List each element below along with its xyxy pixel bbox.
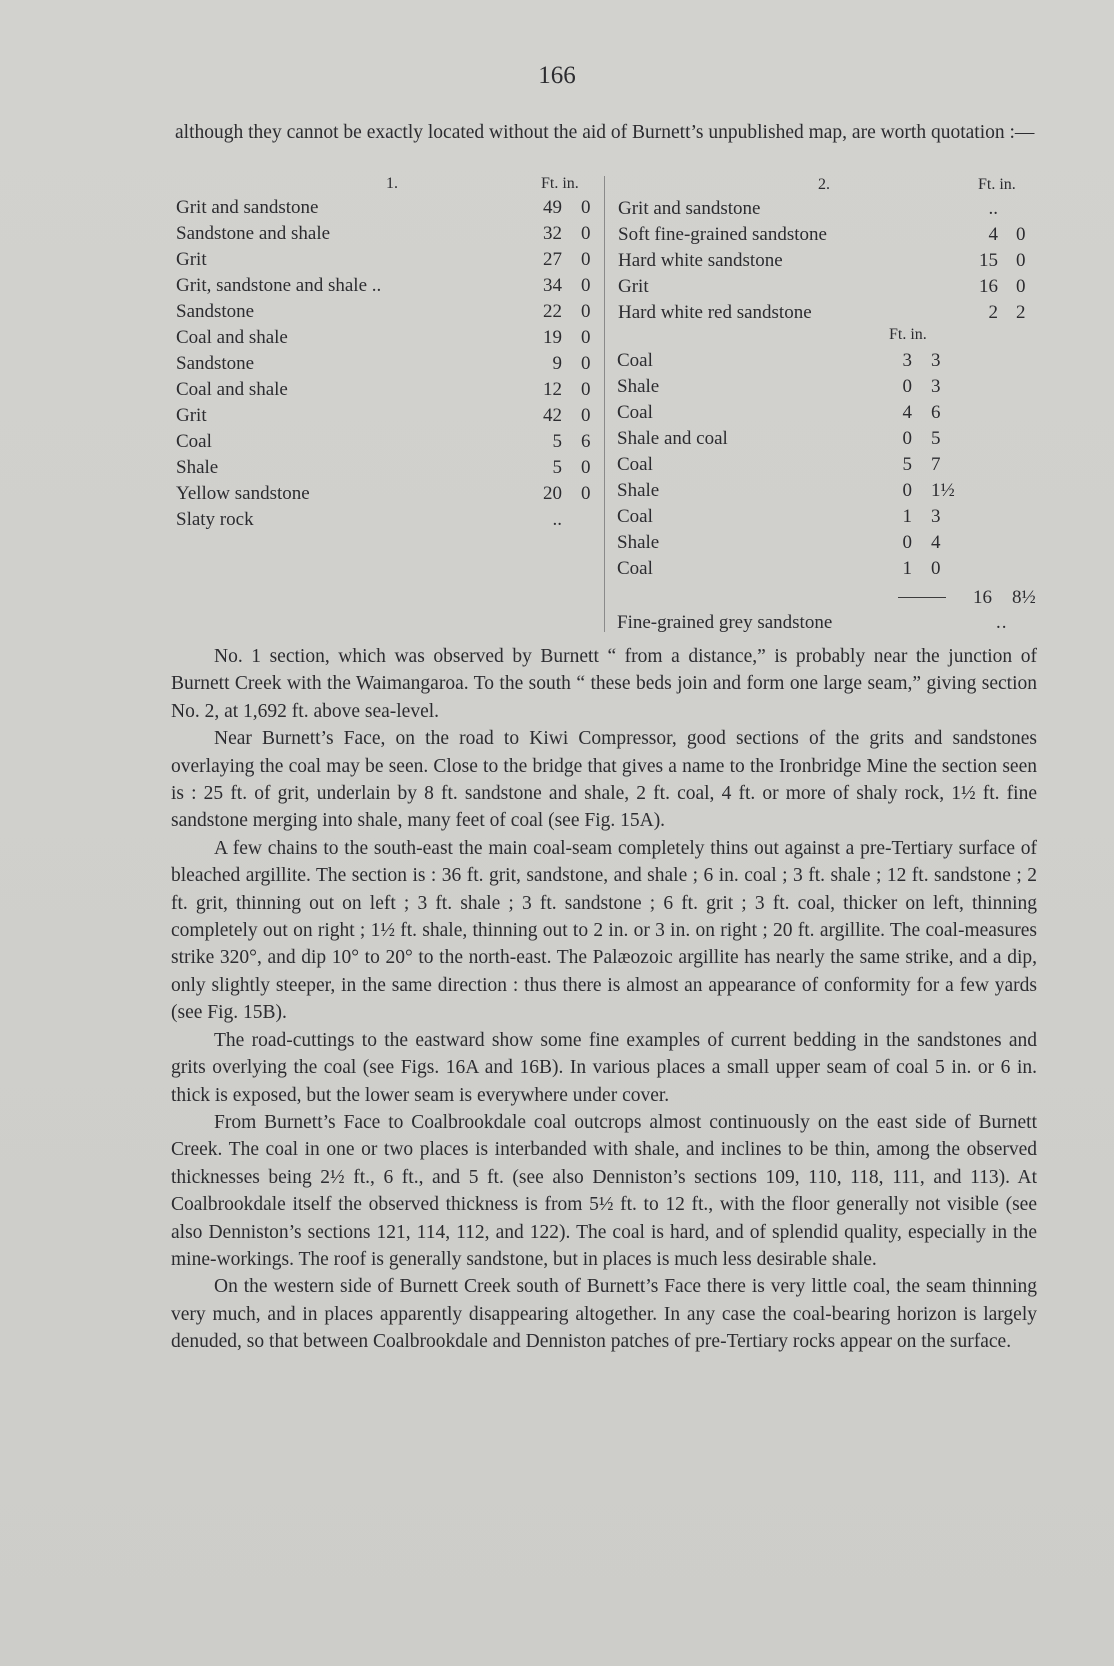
thickness-feet: 20 [543, 483, 562, 504]
stratum-name: Sandstone [176, 301, 255, 322]
paragraph: On the western side of Burnett Creek south of Burnett’s Face there is very little coal, the seam thinning very much, and in places apparently disappearing altogether. In any case the coal-bearing horizon is largely denuded, so that between Coalbrookdale and Denniston patches of pre-Tertiary rocks appear on the surface. [171, 1276, 1037, 1353]
table-row [0, 349, 1100, 373]
stratum-name: Grit [176, 249, 207, 270]
thickness-feet: .. [988, 198, 998, 219]
stratum-name: Coal and shale [176, 327, 288, 348]
thickness-feet: 42 [543, 405, 562, 426]
thickness-feet: 0 [902, 376, 912, 397]
stratum-name: Grit, sandstone and shale .. [176, 275, 382, 296]
stratum-name: Coal [617, 506, 653, 527]
section-2-bottom-ft: .. [996, 612, 1008, 633]
body-text [171, 643, 1037, 1356]
thickness-feet: 3 [902, 350, 912, 371]
thickness-feet: 27 [543, 249, 562, 270]
thickness-inches: 0 [1016, 250, 1026, 271]
thickness-inches: 0 [581, 405, 591, 426]
stratum-name: Sandstone [176, 353, 255, 374]
thickness-inches: 1½ [931, 480, 955, 501]
paragraph: From Burnett’s Face to Coalbrookdale coal outcrops almost continuously on the east side of Burnett Creek. The coal in one or two places is interbanded with shale, and inclines to be thin, among the observed thicknesses being 2½ ft., 6 ft., and 5 ft. (see also Denniston’s sections 109, 110, 118, 111, and 113). At Coalbrookdale itself the observed thickness is from 5½ ft. to 12 ft., with the floor generally not visible (see also Denniston’s sections 121, 114, 112, and 122). The coal is hard, and of splendid quality, especially in the mine-workings. The roof is generally sandstone, but in places is much less desirable shale. [171, 1111, 1037, 1270]
table-row [0, 427, 1100, 451]
thickness-inches: 0 [581, 457, 591, 478]
table-row [0, 197, 1100, 221]
stratum-name: Coal [617, 350, 653, 371]
paragraph: Near Burnett’s Face, on the road to Kiwi Compressor, good sections of the grits and sandstones overlaying the coal may be seen. Close to the bridge that gives a name to the Ironbridge Mine the section seen is : 25 ft. of grit, underlain by 8 ft. sandstone and shale, 2 ft. coal, 4 ft. or more of shaly rock, 1½ ft. fine sandstone merging into shale, many feet of coal (see Fig. 15A). [171, 728, 1037, 832]
thickness-feet: 32 [543, 223, 562, 244]
paragraph: No. 1 section, which was observed by Burnett “ from a distance,” is probably near the junction of Burnett Creek with the Waimangaroa. To the south “ these beds join and form one large seam,” giving section No. 2, at 1,692 ft. above sea-level. [171, 646, 1037, 722]
stratum-name: Shale [617, 376, 660, 397]
table-row [0, 479, 1100, 503]
thickness-feet: 5 [552, 431, 562, 452]
thickness-inches: 0 [931, 558, 941, 579]
thickness-feet: 4 [988, 224, 998, 245]
thickness-feet: 5 [902, 454, 912, 475]
thickness-inches: 7 [931, 454, 941, 475]
thickness-feet: 22 [543, 301, 562, 322]
thickness-inches: 3 [931, 376, 941, 397]
thickness-feet: 15 [979, 250, 998, 271]
stratum-name: Grit and sandstone [176, 197, 319, 218]
thickness-inches: 0 [581, 275, 591, 296]
stratum-name: Coal [617, 454, 653, 475]
thickness-inches: 0 [581, 353, 591, 374]
table-row [0, 301, 1100, 325]
stratum-name: Coal [617, 402, 653, 423]
thickness-inches: 0 [581, 249, 591, 270]
thickness-inches: 3 [931, 506, 941, 527]
thickness-feet: 0 [902, 532, 912, 553]
table-row [0, 453, 1100, 477]
thickness-inches: 0 [581, 301, 591, 322]
stratum-name: Hard white red sandstone [618, 302, 812, 323]
thickness-inches: 0 [581, 483, 591, 504]
thickness-feet: 5 [552, 457, 562, 478]
thickness-inches: 4 [931, 532, 941, 553]
thickness-inches: 5 [931, 428, 941, 449]
section-1-unit-header: Ft. in. [541, 175, 579, 192]
stratum-name: Yellow sandstone [176, 483, 310, 504]
section-2-bottom-name: Fine-grained grey sandstone [617, 612, 833, 633]
table-row [0, 401, 1100, 425]
thickness-feet: 9 [552, 353, 562, 374]
stratum-name: Hard white sandstone [618, 250, 783, 271]
thickness-inches: 6 [931, 402, 941, 423]
thickness-feet: 2 [988, 302, 998, 323]
thickness-inches: 0 [581, 197, 591, 218]
thickness-feet: 0 [902, 480, 912, 501]
stratum-name: Shale and coal [617, 428, 728, 449]
thickness-inches: 6 [581, 431, 591, 452]
section-1-label: 1. [386, 175, 398, 192]
section-2-sub-header: Ft. in. [889, 326, 927, 343]
stratum-name: Shale [617, 480, 660, 501]
thickness-feet: 16 [979, 276, 998, 297]
table-row [0, 557, 1100, 581]
table-row [0, 505, 1100, 529]
stratum-name: Coal and shale [176, 379, 288, 400]
thickness-feet: 1 [902, 506, 912, 527]
thickness-feet: 4 [902, 402, 912, 423]
stratum-name: Soft fine-grained sandstone [618, 224, 827, 245]
section-2-label: 2. [818, 176, 830, 193]
stratum-name: Coal [617, 558, 653, 579]
thickness-feet: 1 [902, 558, 912, 579]
thickness-feet: 34 [543, 275, 562, 296]
table-row [0, 531, 1100, 555]
thickness-inches: 0 [581, 327, 591, 348]
stratum-name: Grit [176, 405, 207, 426]
thickness-inches: 2 [1016, 302, 1026, 323]
table-row [0, 249, 1100, 273]
stratum-name: Slaty rock [176, 509, 254, 530]
section-2-total-in: 8½ [1012, 587, 1036, 608]
section-2-total-ft: 16 [973, 587, 992, 608]
thickness-inches: 0 [1016, 224, 1026, 245]
table-row [0, 275, 1100, 299]
thickness-feet: 49 [543, 197, 562, 218]
table-row [0, 375, 1100, 399]
thickness-inches: 3 [931, 350, 941, 371]
intro-text: although they cannot be exactly located without the aid of Burnett’s unpublished map, are worth quotation :— [175, 122, 1035, 143]
stratum-name: Grit and sandstone [618, 198, 761, 219]
stratum-name: Grit [618, 276, 649, 297]
section-2-unit-header: Ft. in. [978, 176, 1016, 193]
stratum-name: Coal [176, 431, 212, 452]
paragraph: A few chains to the south-east the main coal-seam completely thins out against a pre-Tertiary surface of bleached argillite. The section is : 36 ft. grit, sandstone, and shale ; 6 in. coal ; 3 ft. shale ; 12 ft. sandstone ; 2 ft. grit, thinning out on left ; 3 ft. shale ; 3 ft. sandstone ; 6 ft. grit ; 3 ft. coal, thicker on left, thinning completely out on right ; 1½ ft. shale, thinning out to 2 in. or 3 in. on right ; 20 ft. argillite. The coal-measures strike 320°, and dip 10° to 20° to the north-east. The Palæozoic argillite has nearly the same strike, and a dip, only slightly steeper, in the same direction : thus there is almost an appearance of conformity for a few yards (see Fig. 15B). [171, 837, 1037, 1024]
thickness-inches: 0 [581, 223, 591, 244]
thickness-feet: 0 [902, 428, 912, 449]
table-row [0, 223, 1100, 247]
page-number: 166 [538, 62, 576, 89]
thickness-feet: .. [552, 509, 562, 530]
stratum-name: Shale [176, 457, 219, 478]
paragraph: The road-cuttings to the eastward show some fine examples of current bedding in the sandstones and grits overlying the coal (see Figs. 16A and 16B). In various places a small upper seam of coal 5 in. or 6 in. thick is exposed, but the lower seam is everywhere under cover. [171, 1029, 1037, 1106]
thickness-feet: 12 [543, 379, 562, 400]
thickness-inches: 0 [581, 379, 591, 400]
stratum-name: Sandstone and shale [176, 223, 331, 244]
thickness-feet: 19 [543, 327, 562, 348]
thickness-inches: 0 [1016, 276, 1026, 297]
stratum-name: Shale [617, 532, 660, 553]
